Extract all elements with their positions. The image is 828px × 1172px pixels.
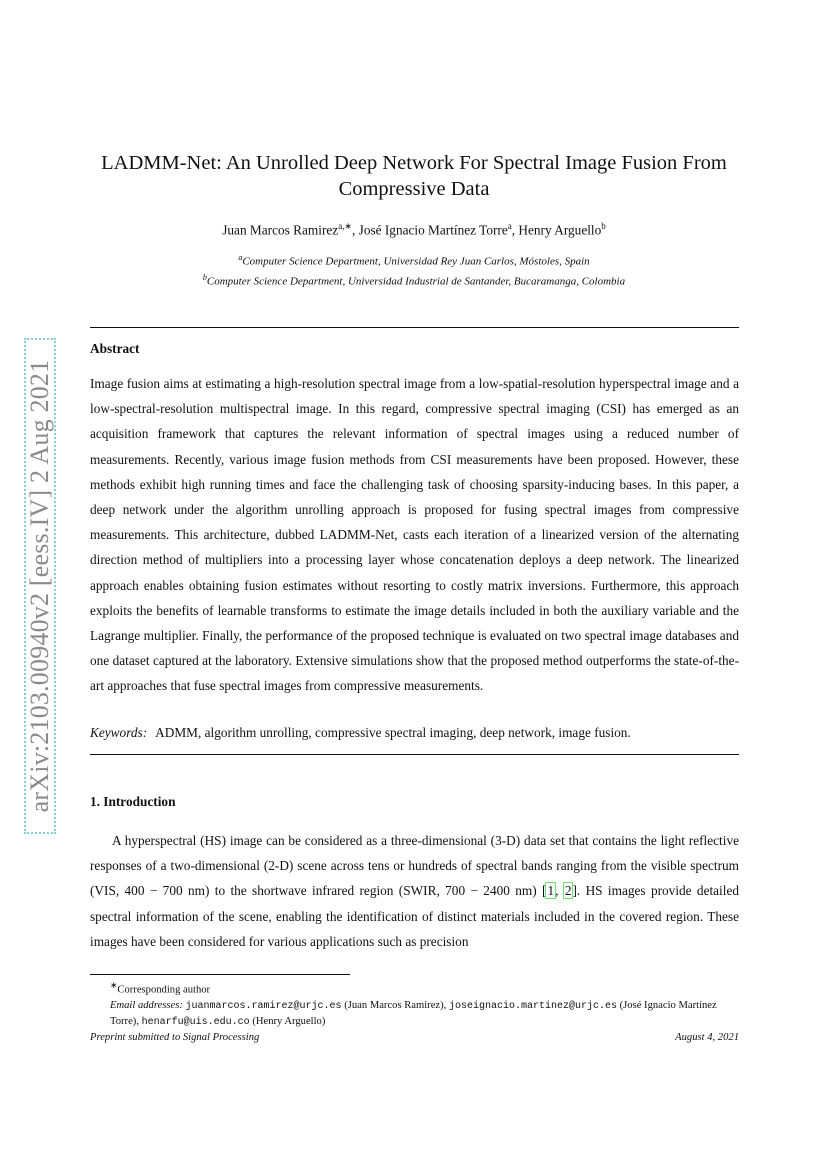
author-affiliation-mark: a,∗ [338, 221, 352, 231]
abstract-heading: Abstract [90, 341, 140, 356]
footnote-emails: Email addresses: juanmarcos.ramirez@urjc.es (Juan Marcos Ramirez), joseignacio.martinez@urjc.es (José Ignacio Martínez Torre), henarfu@uis.edu.co (Henry Arguello) [110, 999, 717, 1028]
citation-link[interactable]: 1 [547, 883, 555, 899]
footnote [90, 978, 739, 1030]
author-name: José Ignacio Martínez Torre [358, 222, 508, 238]
affiliation-list [80, 250, 748, 289]
abstract-top-rule [90, 327, 739, 328]
author-name: Henry Arguello [518, 222, 602, 238]
email-link[interactable]: henarfu@uis.edu.co [141, 1016, 250, 1028]
author-affiliation-mark: a [507, 221, 512, 231]
arxiv-identifier[interactable]: arXiv:2103.00940v2 [eess.IV] 2 Aug 2021 [25, 359, 54, 813]
author-affiliation-mark: b [601, 221, 606, 231]
abstract-text: Image fusion aims at estimating a high-resolution spectral image from a low-spatial-resolution hyperspectral image and a low-spectral-resolution multispectral image. In this regard, compressive spectral imaging (CSI) has emerged as an acquisition framework that captures the relevant information of spectral images using a reduced number of measurements. Recently, various image fusion methods from CSI measurements have been proposed. However, these methods exhibit high running times and face the challenging task of choosing sparsity-inducing bases. In this paper, a deep network under the algorithm unrolling approach is proposed for fusing spectral images from compressive measurements. This architecture, dubbed LADMM-Net, casts each iteration of a linearized version of the alternating direction method of multipliers into a processing layer whose concatenation deploys a deep network. The linearized approach enables obtaining fusion estimates without resorting to costly matrix inversions. Furthermore, this approach exploits the benefits of learnable transforms to estimate the image details included in both the auxiliary variable and the Lagrange multiplier. Finally, the performance of the proposed technique is evaluated on two spectral image databases and one dataset captured at the laboratory. Extensive simulations show that the proposed method outperforms the state-of-the-art approaches that fuse spectral images from compressive measurements. [90, 376, 739, 694]
paper-title [80, 150, 748, 202]
affiliation-line: $^b$Computer Science Department, Universidad Industrial de Santander, Bucaramanga, Colombia [202, 272, 626, 288]
arxiv-identifier-stamp[interactable] [24, 338, 56, 834]
preprint-date: August 4, 2021 [675, 1032, 739, 1043]
citation-link[interactable]: 2 [564, 883, 572, 899]
keywords-label: Keywords: [90, 725, 148, 740]
footnote-corresponding: ∗Corresponding author [110, 980, 211, 996]
title-line-2: Compressive Data [338, 178, 490, 200]
abstract-bottom-rule [90, 754, 739, 755]
keywords-text: ADMM, algorithm unrolling, compressive spectral imaging, deep network, image fusion. [155, 725, 631, 740]
introduction-paragraph: A hyperspectral (HS) image can be considered as a three-dimensional (3-D) data set that contains the light reflective responses of a two-dimensional (2-D) scene across tens or hundreds of spectral bands ranging from the visible spectrum (VIS, 400 − 700 nm) to the shortwave infrared region (SWIR, 700 − 2400 nm) [1, 2]. HS images provide detailed spectral information of the scene, enabling the identification of distinct materials included in the covered region. These images have been considered for various applications such as precision [90, 833, 740, 949]
title-line-1: LADMM-Net: An Unrolled Deep Network For Spectral Image Fusion From [101, 152, 727, 174]
email-link[interactable]: joseignacio.martinez@urjc.es [448, 1000, 617, 1012]
email-link[interactable]: juanmarcos.ramirez@urjc.es [185, 1000, 342, 1012]
author-name: Juan Marcos Ramirez [222, 222, 339, 238]
affiliation-line: $^a$Computer Science Department, Universidad Rey Juan Carlos, Móstoles, Spain [238, 253, 590, 268]
footnote-rule [90, 974, 350, 975]
section-heading-introduction: 1. Introduction [90, 794, 176, 809]
preprint-note: Preprint submitted to Signal Processing [90, 1032, 260, 1043]
author-list: Juan Marcos Ramirez$^{a,∗}$, José Ignacio Martínez Torre$^a$, Henry Arguello$^b$ [222, 221, 606, 238]
keywords [90, 725, 739, 741]
